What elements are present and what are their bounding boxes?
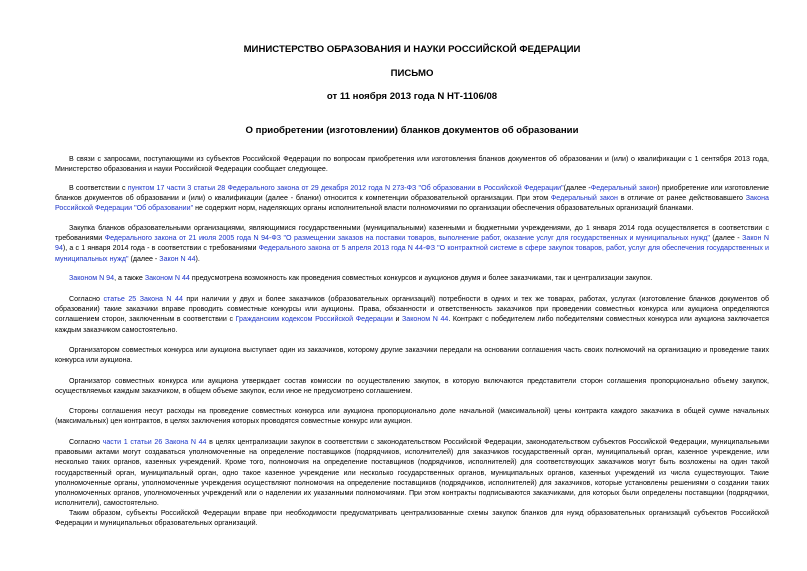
paragraph-text: . Контракт с победителем либо победителями совместных конкурса или аукциона заключается каждым заказчиком самостоятельно. [55,315,769,334]
paragraph-text: Организатором совместных конкурса или аукциона выступает один из заказчиков, которому другие заказчики передали на основании соглашения часть своих полномочий на организацию и проведение таких конкурса или аукциона. [55,346,769,365]
paragraph-text: ) приобретение или изготовление бланков документов об образовании и (или) о квалификации (далее - бланки) относится к компетенции образовательной организации. При этом [55,184,769,203]
paragraph-text: не содержит норм, наделяющих органы исполнительной власти полномочиями по организации обеспечения образовательных организаций бланками. [193,204,694,213]
paragraph-text: Согласно [69,438,103,446]
paragraph-text: , а также [114,274,145,282]
paragraph-text: ), а с 1 января 2014 года - в соответствии с требованиями [62,244,259,253]
paragraph-text: Таким образом, субъекты Российской Федерации вправе при необходимости предусматривать централизованные схемы закупок бланков для нужд образовательных организаций субъектов Российской Федерации и муниципальных образовательных организаций. [55,509,769,528]
document-link[interactable]: части 1 статьи 26 Закона N 44 [102,438,207,446]
doc-type-heading: ПИСЬМО [390,68,434,79]
document-link[interactable]: Законом N 94 [69,274,115,282]
paragraph-9 [55,437,769,508]
document-link[interactable]: Федеральный закон [550,194,618,203]
paragraph-7 [55,376,769,396]
paragraph-text: Стороны соглашения несут расходы на проведение совместных конкурса или аукциона пропорционально доле начальной (максимальной) цены контракта каждого заказчика в общей сумме начальных (максимальных) цен контрактов, в целях заключения которых проводятся совместные конкурс или аукцион. [55,407,769,426]
paragraph-text: Закупка бланков образовательными организациями, являющимися государственными (муниципальными) казенными и бюджетными учреждениями, до 1 января 2014 года осуществляется в соответствии с требованиями [55,224,769,243]
document-link[interactable]: Закона Российской Федерации "Об образовании" [55,194,769,213]
document-link[interactable]: Закон N 44 [159,254,196,263]
paragraph-text: предусмотрена возможность как проведения совместных конкурсов и аукционов двумя и более заказчиками, так и централизации закупок. [189,274,653,282]
paragraph-4 [55,273,769,283]
document-link[interactable]: Федеральный закон [590,184,658,192]
doc-subject: О приобретении (изготовлении) бланков документов об образовании [245,125,579,136]
paragraph-text: Организатор совместных конкурса или аукциона утверждает состав комиссии по осуществлению закупок, в которую включаются представители сторон соглашения пропорционально объему закупок, осуществляемых каждым заказчиком, в общем объеме закупок, если иное не предусмотрено соглашением. [55,377,769,396]
paragraph-10 [55,508,769,528]
document-link[interactable]: Федерального закона от 5 апреля 2013 года N 44-ФЗ "О контрактной системе в сфере закупок товаров, работ, услуг для обеспечения государственных и муниципальных нужд" [55,244,770,263]
document-link[interactable]: Федерального закона от 21 июля 2005 года N 94-ФЗ "О размещении заказов на поставки товаров, выполнение работ, оказание услуг для государственных и муниципальных нужд" [104,234,710,243]
doc-date-number: от 11 ноября 2013 года N НТ-1106/08 [326,91,498,102]
document-link[interactable]: пунктом 17 части 3 статьи 28 Федерального закона от 29 декабря 2012 года N 273-ФЗ "Об образовании в Российской Федерации" [127,184,564,192]
paragraph-text: ). [195,254,200,263]
paragraph-text: (далее - [128,254,160,263]
paragraph-6 [55,345,769,365]
paragraph-2 [55,183,769,214]
paragraph-3 [55,223,769,264]
paragraph-1 [55,154,769,174]
document-link[interactable]: Законом N 44 [402,315,449,324]
paragraph-text: (далее - [563,184,591,192]
paragraph-text: при наличии у двух и более заказчиков (образовательных организаций) потребности в одних и тех же товарах, работах, услугах (изготовление бланков документов об образовании) такие заказчики вправе проводить совместные конкурсы или аукционы. Права, обязанности и ответственность заказчиков при проведении совместных конкурса или аукциона определяются соглашением сторон, заключенным в соответствии с [55,295,770,324]
paragraph-text: в целях централизации закупок в соответствии с законодательством Российской Федерации, законодательством субъектов Российской Федерации, муниципальными правовыми актами могут создаваться уполномоченные на определение поставщиков (подрядчиков, исполнителей) для заказчиков государственный орган, муниципальный орган, казенное учреждение, или несколько таких органов, казенных учреждений. Кроме того, полномочия на определение поставщиков (подрядчиков, исполнителей) для соответствующих заказчиков могут быть возложены на один такой государственный орган, муниципальный орган, одно такое казенное учреждение или несколько государственных органов, муниципальных органов, казенных учреждений из числа существующих. Такие уполномоченные органы, уполномоченные учреждения осуществляют полномочия на определение поставщиков (подрядчиков, исполнителей) для заказчиков, которые установлены решениями о создании таких уполномоченных органов, уполномоченных учреждений или о наделении их указанными полномочиями. При этом контракты подписываются заказчиками, для которых были определены поставщики (подрядчики, исполнители), самостоятельно. [55,438,769,508]
paragraph-5 [55,294,769,335]
paragraph-8 [55,406,769,426]
document-link[interactable]: Гражданским кодексом Российской Федерации [235,315,393,324]
paragraph-text: (далее - [709,234,743,243]
paragraph-text: В соответствии с [69,184,128,192]
document-link[interactable]: статье 25 Закона N 44 [103,295,183,303]
document-link[interactable]: Законом N 44 [144,274,190,282]
paragraph-text: в отличие от ранее действовавшего [617,194,746,203]
paragraph-text: Согласно [69,295,104,303]
ministry-heading: МИНИСТЕРСТВО ОБРАЗОВАНИЯ И НАУКИ РОССИЙСКОЙ ФЕДЕРАЦИИ [243,44,581,55]
paragraph-text: В связи с запросами, поступающими из субъектов Российской Федерации по вопросам приобретения или изготовления бланков документов об образовании и (или) о квалификации с 1 сентября 2013 года, Министерство образования и науки Российской Федерации сообщает следующее. [55,155,769,174]
document-link[interactable]: Закон N 94 [55,234,769,253]
paragraph-text: и [392,315,403,324]
